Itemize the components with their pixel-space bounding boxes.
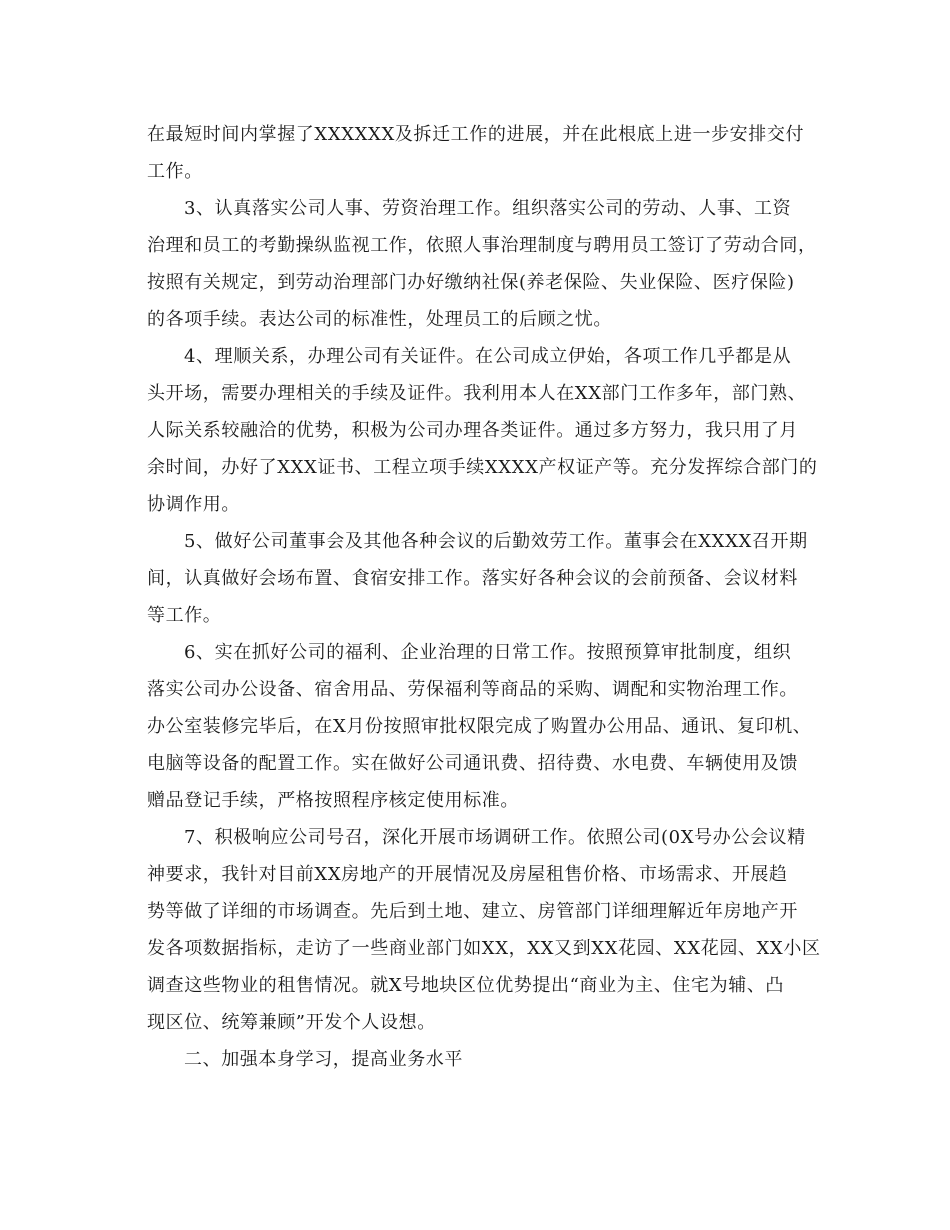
text-line: 的各项手续。表达公司的标准性，处理员工的后顾之忧。 bbox=[147, 309, 612, 330]
document-body bbox=[147, 116, 821, 1078]
paragraph-heading-line: 6、实在抓好公司的福利、企业治理的日常工作。按照预算审批制度，组织 bbox=[184, 642, 792, 663]
text-line: 电脑等设备的配置工作。实在做好公司通讯费、招待费、水电费、车辆使用及馈 bbox=[147, 753, 798, 774]
text-line: 神要求，我针对目前XX房地产的开展情况及房屋租售价格、市场需求、开展趋 bbox=[147, 864, 788, 885]
text-line: 按照有关规定，到劳动治理部门办好缴纳社保(养老保险、失业保险、医疗保险) bbox=[147, 272, 795, 293]
text-line: 治理和员工的考勤操纵监视工作，依照人事治理制度与聘用员工签订了劳动合同， bbox=[147, 235, 817, 256]
paragraph-heading-line: 7、积极响应公司号召，深化开展市场调研工作。依照公司(0X号办公会议精 bbox=[184, 827, 806, 848]
text-line: 头开场，需要办理相关的手续及证件。我利用本人在XX部门工作多年，部门熟、 bbox=[147, 383, 807, 404]
text-line: 人际关系较融洽的优势，积极为公司办理各类证件。通过多方努力，我只用了月 bbox=[147, 420, 798, 441]
text-line: 办公室装修完毕后，在X月份按照审批权限完成了购置办公用品、通讯、复印机、 bbox=[147, 716, 812, 737]
text-line: 间，认真做好会场布置、食宿安排工作。落实好各种会议的会前预备、会议材料 bbox=[147, 568, 798, 589]
text-line: 在最短时间内掌握了XXXXXX及拆迁工作的进展，并在此根底上进一步安排交付 bbox=[147, 124, 805, 145]
text-line: 工作。 bbox=[147, 161, 203, 182]
text-line: 赠品登记手续，严格按照程序核定使用标准。 bbox=[147, 790, 519, 811]
text-line: 落实公司办公设备、宿舍用品、劳保福利等商品的采购、调配和实物治理工作。 bbox=[147, 679, 798, 700]
text-line: 现区位、统筹兼顾”开发个人设想。 bbox=[147, 1012, 436, 1033]
text-line: 余时间，办好了XXX证书、工程立项手续XXXX产权证产等。充分发挥综合部门的 bbox=[147, 457, 818, 478]
text-line: 等工作。 bbox=[147, 605, 222, 626]
text-line: 发各项数据指标，走访了一些商业部门如XX，XX又到XX花园、XX花园、XX小区 bbox=[147, 938, 821, 959]
text-line: 协调作用。 bbox=[147, 494, 240, 515]
paragraph-heading-line: 3、认真落实公司人事、劳资治理工作。组织落实公司的劳动、人事、工资 bbox=[184, 198, 792, 219]
text-line: 势等做了详细的市场调查。先后到土地、建立、房管部门详细理解近年房地产开 bbox=[147, 901, 798, 922]
paragraph-heading-line: 5、做好公司董事会及其他各种会议的后勤效劳工作。董事会在XXXX召开期 bbox=[184, 531, 808, 552]
paragraph-heading-line: 4、理顺关系，办理公司有关证件。在公司成立伊始，各项工作几乎都是从 bbox=[184, 346, 792, 367]
section-heading: 二、加强本身学习，提高业务水平 bbox=[184, 1049, 463, 1070]
text-line: 调查这些物业的租售情况。就X号地块区位优势提出“商业为主、住宅为辅、凸 bbox=[147, 975, 785, 996]
